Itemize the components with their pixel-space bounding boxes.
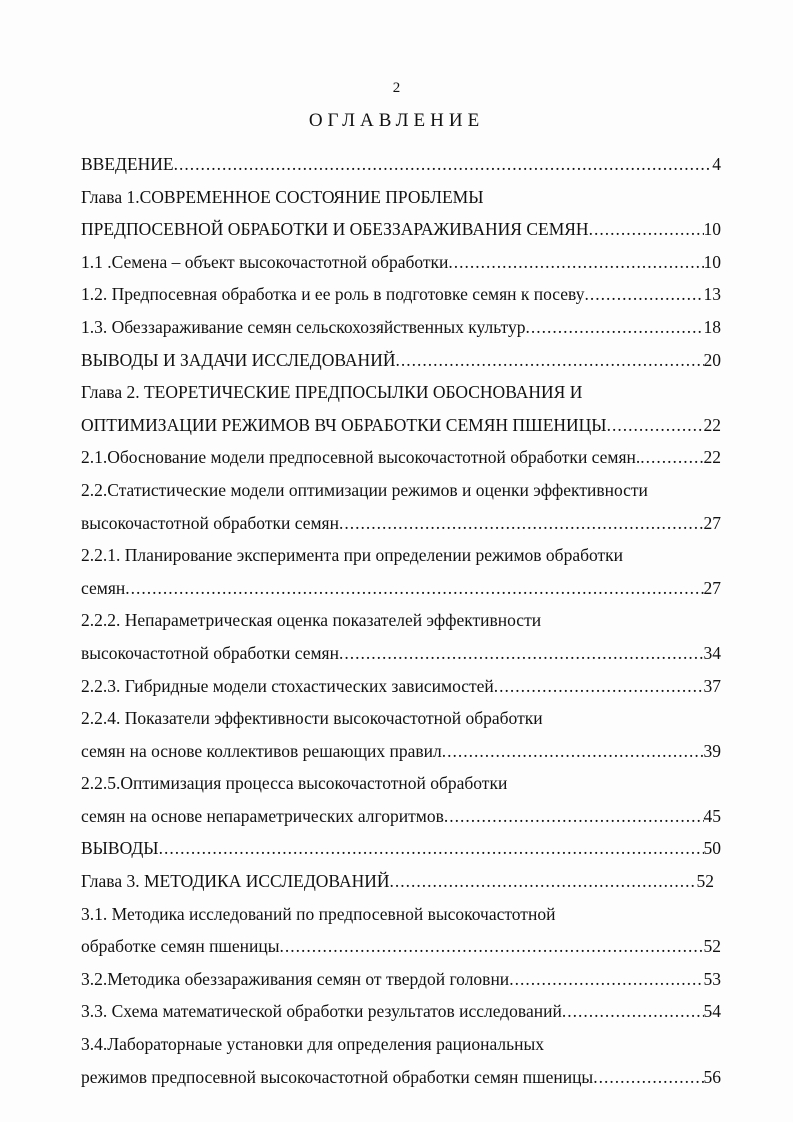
- toc-heading-text: 2.2.5.Оптимизация процесса высокочастотной обработки: [81, 773, 508, 794]
- toc-entry[interactable]: [81, 1061, 721, 1094]
- toc-entry-page: 52: [696, 871, 714, 892]
- toc-entry-page: 45: [703, 805, 721, 826]
- toc-dot-leader: [525, 311, 703, 344]
- toc-entry-page: 39: [703, 740, 721, 761]
- toc-line: [81, 539, 721, 572]
- toc-line: [81, 898, 721, 931]
- toc-dot-leader: [444, 800, 704, 833]
- toc-entry[interactable]: [81, 148, 721, 181]
- toc-line: [81, 604, 721, 637]
- toc-entry[interactable]: [81, 278, 721, 311]
- toc-entry[interactable]: [81, 213, 721, 246]
- toc-line: [81, 1061, 721, 1094]
- toc-entry-title: ВЫВОДЫ И ЗАДАЧИ ИССЛЕДОВАНИЙ: [81, 349, 396, 370]
- toc-entry-title: 3.3. Схема математической обработки результатов исследований: [81, 1001, 562, 1022]
- toc-line: [81, 181, 721, 214]
- toc-entry-page: 13: [703, 284, 721, 305]
- toc-entry[interactable]: [81, 930, 721, 963]
- toc-entry-page: 27: [703, 512, 721, 533]
- toc-heading-text: 2.2.4. Показатели эффективности высокочастотной обработки: [81, 708, 543, 729]
- toc-line: [81, 670, 721, 703]
- toc-entry[interactable]: [81, 800, 721, 833]
- toc-line: [81, 474, 721, 507]
- toc-dot-leader: [159, 832, 704, 865]
- toc-dot-leader: [174, 148, 713, 181]
- toc-entry-title: семян: [81, 577, 126, 598]
- toc-entry-page: 4: [712, 154, 721, 174]
- toc-entry-title: ВЫВОДЫ: [81, 838, 159, 859]
- toc-entry[interactable]: [81, 832, 721, 865]
- toc-title: ОГЛАВЛЕНИЕ: [308, 110, 485, 131]
- toc-entry-title: ОПТИМИЗАЦИИ РЕЖИМОВ ВЧ ОБРАБОТКИ СЕМЯН ПШЕНИЦЫ: [81, 414, 607, 435]
- toc-entry[interactable]: [81, 995, 721, 1028]
- toc-dot-leader: [442, 735, 704, 768]
- toc-heading-text: 2.2.Статистические модели оптимизации режимов и оценки эффективности: [81, 479, 648, 500]
- toc-entry-title: 3.2.Методика обеззараживания семян от твердой головни: [81, 968, 510, 989]
- toc-entry-page: 37: [703, 675, 721, 696]
- toc-dot-leader: [280, 930, 704, 963]
- toc-dot-leader: [593, 1061, 703, 1094]
- toc-entry[interactable]: [81, 865, 714, 898]
- toc-heading-text: Глава 1.СОВРЕМЕННОЕ СОСТОЯНИЕ ПРОБЛЕМЫ: [81, 186, 484, 207]
- page-number: 2: [392, 80, 401, 96]
- toc-dot-leader: [584, 278, 703, 311]
- toc-entry-title: ВВЕДЕНИЕ: [81, 154, 174, 174]
- toc-dot-leader: [509, 963, 703, 996]
- toc-dot-leader: [494, 670, 704, 703]
- toc-entry[interactable]: [81, 963, 721, 996]
- toc-line: [81, 213, 721, 246]
- toc-entry[interactable]: [81, 409, 721, 442]
- toc-entry-title: ПРЕДПОСЕВНОЙ ОБРАБОТКИ И ОБЕЗЗАРАЖИВАНИЯ СЕМЯН: [81, 219, 589, 240]
- toc-entry-page: 52: [703, 936, 721, 957]
- toc-entry[interactable]: [81, 507, 721, 540]
- toc-entry-page: 34: [703, 642, 721, 663]
- toc-entry-title: 2.2.3. Гибридные модели стохастических зависимостей: [81, 675, 494, 696]
- toc-line: [81, 311, 721, 344]
- toc-dot-leader: [339, 637, 704, 670]
- toc-entry-title: высокочастотной обработки семян: [81, 642, 339, 663]
- toc-entry-title: 1.1 .Семена – объект высокочастотной обработки: [81, 251, 449, 272]
- toc-entry-title: высокочастотной обработки семян: [81, 512, 339, 533]
- toc-entry-page: 22: [703, 447, 721, 468]
- toc-entry-page: 54: [703, 1001, 721, 1022]
- toc-entry[interactable]: [81, 637, 721, 670]
- toc-entry-title: 1.2. Предпосевная обработка и ее роль в подготовке семян к посеву: [81, 284, 585, 305]
- toc-entry[interactable]: [81, 572, 721, 605]
- toc-entry[interactable]: [81, 311, 721, 344]
- toc-line: [81, 702, 721, 735]
- toc-line: [81, 572, 721, 605]
- toc-entry-page: 22: [703, 414, 721, 435]
- toc-entry-title: обработке семян пшеницы: [81, 936, 280, 957]
- toc-line: [81, 800, 721, 833]
- toc-heading-text: 2.2.1. Планирование эксперимента при определении режимов обработки: [81, 545, 624, 566]
- toc-dot-leader: [125, 572, 703, 605]
- toc-line: [81, 963, 721, 996]
- toc-entry-title: режимов предпосевной высокочастотной обработки семян пшеницы: [81, 1066, 594, 1087]
- toc-dot-leader: [339, 507, 704, 540]
- toc-line: [81, 409, 721, 442]
- toc-entry[interactable]: [81, 344, 721, 377]
- toc-line: [81, 865, 721, 898]
- toc-entry-title: семян на основе непараметрических алгоритмов: [81, 805, 444, 826]
- toc-entry-page: 18: [703, 316, 721, 337]
- toc-entry-title: 1.3. Обеззараживание семян сельскохозяйственных культур: [81, 316, 526, 337]
- toc-dot-leader: [640, 441, 703, 474]
- toc-entry-page: 50: [703, 838, 721, 859]
- toc-line: [81, 441, 721, 474]
- toc-dot-leader: [395, 344, 703, 377]
- toc-heading-text: 3.1. Методика исследований по предпосевной высокочастотной: [81, 903, 556, 924]
- toc-entry-page: 10: [703, 251, 721, 272]
- toc-entry-title: 2.1.Обоснование модели предпосевной высокочастотной обработки семян.: [81, 447, 641, 468]
- toc-dot-leader: [448, 246, 703, 279]
- toc-heading-text: Глава 2. ТЕОРЕТИЧЕСКИЕ ПРЕДПОСЫЛКИ ОБОСНОВАНИЯ И: [81, 382, 583, 403]
- toc-heading-text: 2.2.2. Непараметрическая оценка показателей эффективности: [81, 610, 542, 631]
- toc-line: [81, 148, 721, 181]
- toc-entry-title: Глава 3. МЕТОДИКА ИССЛЕДОВАНИЙ: [81, 871, 390, 892]
- toc-line: [81, 637, 721, 670]
- toc-line: [81, 995, 721, 1028]
- toc-dot-leader: [607, 409, 704, 442]
- toc-line: [81, 930, 721, 963]
- toc-dot-leader: [589, 213, 704, 246]
- toc-entry-page: 27: [703, 577, 721, 598]
- toc-line: [81, 735, 721, 768]
- toc-heading-text: 3.4.Лабораторнаые установки для определения рациональных: [81, 1034, 544, 1055]
- toc-line: [81, 1028, 721, 1061]
- toc-line: [81, 344, 721, 377]
- toc-entry[interactable]: [81, 670, 721, 703]
- toc-entry-page: 56: [703, 1066, 721, 1087]
- toc-entry-page: 10: [703, 219, 721, 240]
- toc-line: [81, 507, 721, 540]
- toc-line: [81, 832, 721, 865]
- table-of-contents: [81, 148, 721, 1093]
- toc-entry-page: 20: [703, 349, 721, 370]
- toc-entry[interactable]: [81, 246, 721, 279]
- toc-line: [81, 767, 721, 800]
- toc-entry-page: 53: [703, 968, 721, 989]
- toc-dot-leader: [562, 995, 704, 1028]
- toc-dot-leader: [390, 865, 697, 898]
- toc-line: [81, 246, 721, 279]
- toc-entry-title: семян на основе коллективов решающих правил: [81, 740, 442, 761]
- toc-line: [81, 278, 721, 311]
- toc-entry[interactable]: [81, 441, 721, 474]
- toc-entry[interactable]: [81, 735, 721, 768]
- toc-line: [81, 376, 721, 409]
